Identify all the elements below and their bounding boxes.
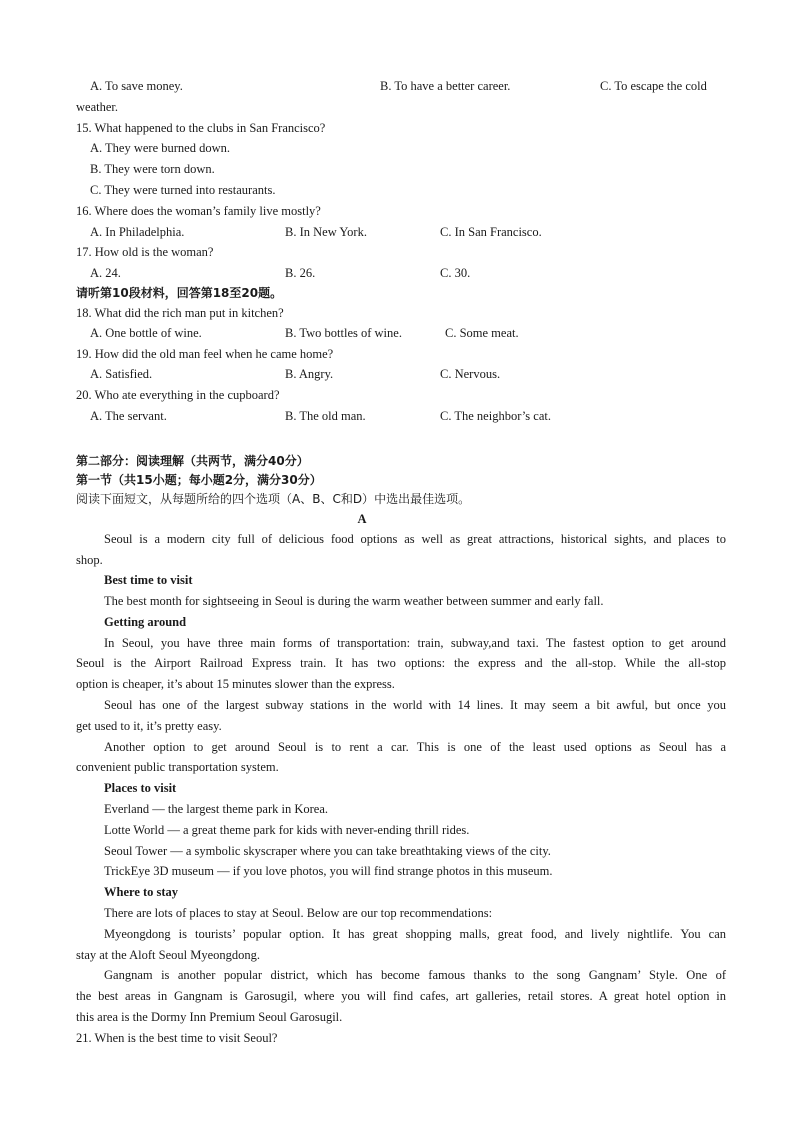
place-seoul-tower: Seoul Tower — a symbolic skyscraper where you can take breathtaking views of the city. [104,844,551,858]
q17-option-b: B. 26. [285,266,316,280]
place-trickeye: TrickEye 3D museum — if you love photos, you will find strange photos in this museum. [104,864,553,878]
stay-gangnam-line-2: the best areas in Gangnam is Garosugil, where you will find cafes, art galleries, retail stores. A great hotel option in [76,989,726,1003]
stay-myeongdong-line-2: stay at the Aloft Seoul Myeongdong. [76,948,261,962]
q19-stem: 19. How did the old man feel when he came home? [76,347,334,361]
place-everland: Everland — the largest theme park in Korea. [104,802,328,816]
heading-places: Places to visit [104,781,177,795]
section10-instruction: 请听第10段材料，回答第18至20题。 [76,286,283,300]
section1-title: 第一节（共15小题；每小题2分，满分30分） [76,473,322,487]
q16-option-b: B. In New York. [285,225,367,239]
q16-option-a: A. In Philadelphia. [90,225,185,239]
q16-stem: 16. Where does the woman’s family live mostly? [76,204,321,218]
q16-option-c: C. In San Francisco. [440,225,542,239]
heading-getting-around: Getting around [104,615,187,629]
passage-label: A [357,512,367,526]
q18-option-a: A. One bottle of wine. [90,326,202,340]
q15-option-b: B. They were torn down. [90,162,215,176]
q18-stem: 18. What did the rich man put in kitchen? [76,306,284,320]
getting-around-p1-line-2: Seoul is the Airport Railroad Express train. It has two options: the express and the all-stop. While the all-stop [76,656,726,670]
heading-where-to-stay: Where to stay [104,885,179,899]
getting-around-p1-line-1: In Seoul, you have three main forms of transportation: train, subway,and taxi. The fastest option to get around [104,636,726,650]
q17-stem: 17. How old is the woman? [76,245,214,259]
q19-option-a: A. Satisfied. [90,367,153,381]
stay-intro: There are lots of places to stay at Seoul. Below are our top recommendations: [104,906,493,920]
q21-stem: 21. When is the best time to visit Seoul? [76,1031,278,1045]
stay-gangnam-line-1: Gangnam is another popular district, which has become famous thanks to the song Gangnam’ Style. One of [104,968,726,982]
q14-option-c-continued: weather. [76,100,118,114]
getting-around-p1-line-3: option is cheaper, it’s about 15 minutes slower than the express. [76,677,395,691]
section1-instruction: 阅读下面短文，从每题所给的四个选项（A、B、C和D）中选出最佳选项。 [76,492,471,506]
getting-around-p3-line-2: convenient public transportation system. [76,760,279,774]
part2-title: 第二部分：阅读理解（共两节，满分40分） [76,454,309,468]
stay-gangnam-line-3: this area is the Dormy Inn Premium Seoul Garosugil. [76,1010,343,1024]
q20-stem: 20. Who ate everything in the cupboard? [76,388,280,402]
best-time-text: The best month for sightseeing in Seoul is during the warm weather between summer and early fall. [104,594,604,608]
q15-stem: 15. What happened to the clubs in San Francisco? [76,121,326,135]
q20-option-c: C. The neighbor’s cat. [440,409,551,423]
q14-option-b: B. To have a better career. [380,79,511,93]
q18-option-c: C. Some meat. [445,326,519,340]
intro-line-2: shop. [76,553,103,567]
q17-option-a: A. 24. [90,266,121,280]
q15-option-a: A. They were burned down. [90,141,231,155]
q20-option-a: A. The servant. [90,409,167,423]
q20-option-b: B. The old man. [285,409,366,423]
q19-option-c: C. Nervous. [440,367,501,381]
intro-line-1: Seoul is a modern city full of delicious food options as well as great attractions, historical sights, and places to [104,532,726,546]
q15-option-c: C. They were turned into restaurants. [90,183,276,197]
place-lotte-world: Lotte World — a great theme park for kids with never-ending thrill rides. [104,823,470,837]
q17-option-c: C. 30. [440,266,471,280]
heading-best-time: Best time to visit [104,573,193,587]
getting-around-p2-line-1: Seoul has one of the largest subway stations in the world with 14 lines. It may seem a bit awful, but once you [104,698,726,712]
q18-option-b: B. Two bottles of wine. [285,326,402,340]
q14-option-c: C. To escape the cold [600,79,707,93]
getting-around-p2-line-2: get used to it, it’s pretty easy. [76,719,222,733]
stay-myeongdong-line-1: Myeongdong is tourists’ popular option. It has great shopping malls, great food, and lively nightlife. You can [104,927,726,941]
q19-option-b: B. Angry. [285,367,334,381]
getting-around-p3-line-1: Another option to get around Seoul is to rent a car. This is one of the least used options as Seoul has a [104,740,726,754]
q14-option-a: A. To save money. [90,79,183,93]
